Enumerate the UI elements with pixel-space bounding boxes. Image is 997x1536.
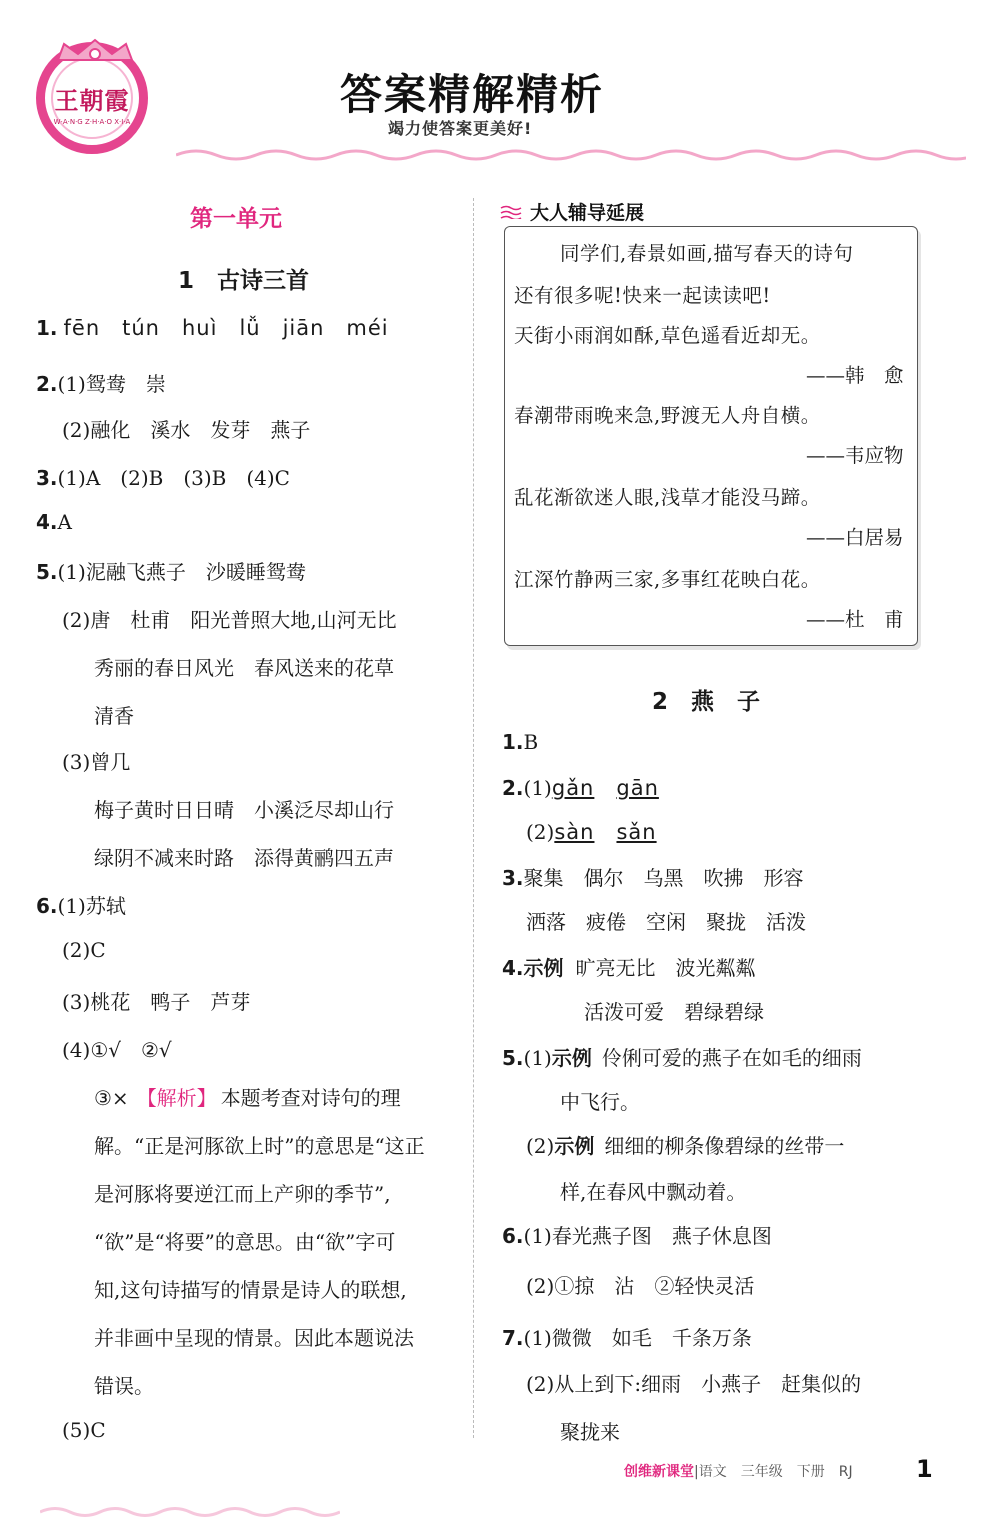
answer-line: (5)C bbox=[62, 1418, 106, 1442]
page-number: 1 bbox=[916, 1455, 933, 1483]
answer-line: “欲”是“将要”的意思。由“欲”字可 bbox=[94, 1230, 396, 1254]
poem-line: 乱花渐欲迷人眼,浅草才能没马蹄。 bbox=[514, 486, 821, 509]
answer-line: (2)唐 杜甫 阳光普照大地,山河无比 bbox=[62, 608, 397, 632]
answer-line: (2)①掠 沾 ②轻快灵活 bbox=[526, 1274, 755, 1298]
poem-author: ——韦应物 bbox=[806, 444, 904, 467]
answer-line: (2)示例 细细的柳条像碧绿的丝带一 bbox=[526, 1134, 845, 1158]
answer-line: 是河豚将要逆江而上产卵的季节”, bbox=[94, 1182, 391, 1206]
answer-line: 错误。 bbox=[94, 1374, 154, 1398]
logo-subtext: W·A·N·G Z·H·A·O X·I·A bbox=[53, 117, 131, 126]
poem-line: 春潮带雨晚来急,野渡无人舟自横。 bbox=[514, 404, 821, 427]
answer-line: 3.聚集 偶尔 乌黑 吹拂 形容 bbox=[502, 866, 804, 890]
page-slogan: 竭力使答案更美好! bbox=[388, 119, 533, 138]
wave-lines-icon bbox=[500, 205, 522, 219]
extension-box-title: 大人辅导延展 bbox=[530, 202, 645, 224]
unit-heading: 第一单元 bbox=[190, 206, 282, 232]
crown-icon bbox=[50, 38, 140, 64]
box-intro: 还有很多呢!快来一起读读吧! bbox=[514, 284, 771, 307]
poem-line: 江深竹静两三家,多事红花映白花。 bbox=[514, 568, 821, 591]
answer-line: (2)sàn sǎn bbox=[526, 820, 657, 844]
poem-author: ——杜 甫 bbox=[806, 608, 904, 631]
answer-line: (2)融化 溪水 发芽 燕子 bbox=[62, 418, 311, 442]
answer-line: (2)C bbox=[62, 938, 106, 962]
answer-line: 洒落 疲倦 空闲 聚拢 活泼 bbox=[526, 910, 806, 934]
analysis-tag: 【解析】 bbox=[136, 1086, 217, 1110]
answer-line: 6.(1)苏轼 bbox=[36, 894, 126, 918]
decorative-wave-divider bbox=[176, 147, 966, 163]
answer-line: 5.(1)示例 伶俐可爱的燕子在如毛的细雨 bbox=[502, 1046, 862, 1070]
answer-line: 知,这句诗描写的情景是诗人的联想, bbox=[94, 1278, 407, 1302]
lesson-1-heading: 1 古诗三首 bbox=[178, 268, 310, 294]
answer-line: 绿阴不减来时路 添得黄鹂四五声 bbox=[94, 846, 394, 870]
footer-brand: 创维新课堂 bbox=[624, 1464, 694, 1480]
footer-decoration bbox=[40, 1505, 340, 1519]
answer-line: (3)曾几 bbox=[62, 750, 131, 774]
column-divider bbox=[473, 198, 474, 1438]
lesson-2-heading: 2 燕 子 bbox=[652, 689, 761, 715]
answer-line: 4.A bbox=[36, 510, 72, 534]
answer-line: (2)从上到下:细雨 小燕子 赶集似的 bbox=[526, 1372, 862, 1396]
answer-line: 7.(1)微微 如毛 千条万条 bbox=[502, 1326, 752, 1350]
answer-line: 聚拢来 bbox=[560, 1420, 620, 1444]
answer-line: 清香 bbox=[94, 704, 134, 728]
poem-author: ——韩 愈 bbox=[806, 364, 904, 387]
answer-line: 梅子黄时日日晴 小溪泛尽却山行 bbox=[94, 798, 394, 822]
answer-line: 6.(1)春光燕子图 燕子休息图 bbox=[502, 1224, 772, 1248]
answer-line: 5.(1)泥融飞燕子 沙暖睡鸳鸯 bbox=[36, 560, 306, 584]
answer-line: 1.B bbox=[502, 730, 539, 754]
answer-line: ③× 【解析】 本题考查对诗句的理 bbox=[94, 1086, 401, 1110]
logo-text: 王朝霞 bbox=[54, 86, 130, 115]
box-intro: 同学们,春景如画,描写春天的诗句 bbox=[560, 242, 854, 265]
footer-info: 创维新课堂|语文 三年级 下册 RJ bbox=[624, 1464, 853, 1480]
answer-line: 2.(1)gǎn gān bbox=[502, 776, 659, 800]
answer-line: 2.(1)鸳鸯 崇 bbox=[36, 372, 166, 396]
answer-line: 并非画中呈现的情景。因此本题说法 bbox=[94, 1326, 414, 1350]
answer-line: (4)①√ ②√ bbox=[62, 1038, 172, 1062]
answer-line: 活泼可爱 碧绿碧绿 bbox=[584, 1000, 764, 1024]
answer-line: 1. fēn tún huì lǚ jiān méi bbox=[36, 316, 389, 340]
poem-author: ——白居易 bbox=[806, 526, 904, 549]
answer-line: 中飞行。 bbox=[560, 1090, 640, 1114]
poem-line: 天街小雨润如酥,草色遥看近却无。 bbox=[514, 324, 821, 347]
answer-line: (3)桃花 鸭子 芦芽 bbox=[62, 990, 251, 1014]
answer-line: 秀丽的春日风光 春风送来的花草 bbox=[94, 656, 394, 680]
answer-line: 3.(1)A (2)B (3)B (4)C bbox=[36, 466, 290, 490]
answer-line: 样,在春风中飘动着。 bbox=[560, 1180, 747, 1204]
page-title: 答案精解精析 bbox=[340, 70, 605, 119]
answer-line: 4.示例 旷亮无比 波光粼粼 bbox=[502, 956, 756, 980]
answer-line: 解。“正是河豚欲上时”的意思是“这正 bbox=[94, 1134, 425, 1158]
